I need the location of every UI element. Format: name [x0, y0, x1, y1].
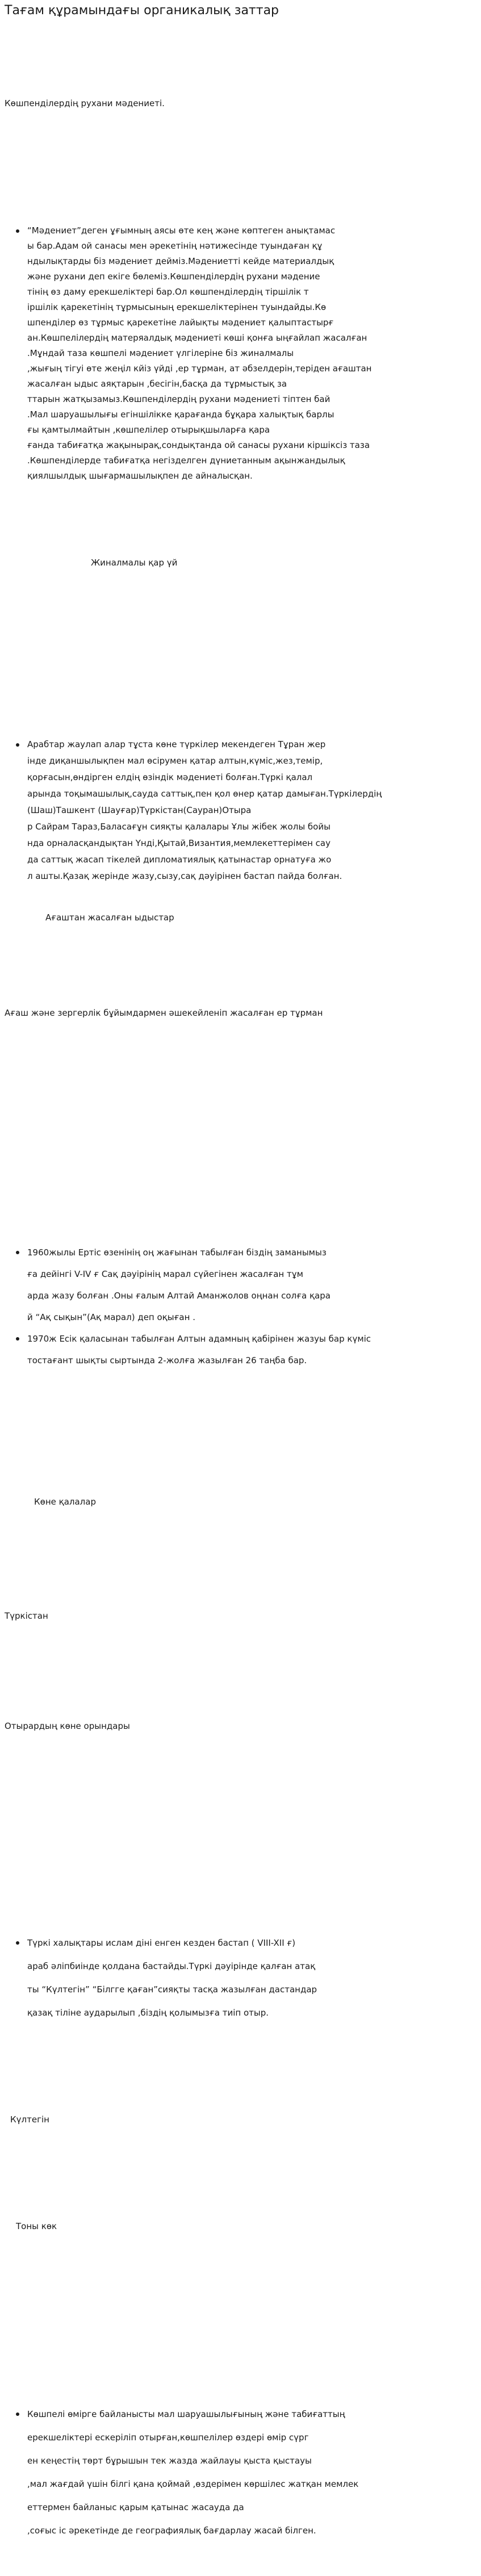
list-item-line: інде диқаншылықпен мал өсірумен қатар алтын,күміс,жез,темір,: [27, 756, 323, 766]
list-item: [0, 736, 382, 885]
list-item-line: 1970ж Есік қаласынан табылған Алтын адамның қабірінен жазуы бар күміс: [27, 1334, 371, 1344]
list-item-line: ы бар.Адам ой санасы мен әрекетінің нәтижесінде туындаған құ: [27, 241, 323, 251]
list-item-line: іршілік қарекетінің тұрмысының ерекшеліктерінен туындайды.Кө: [27, 302, 327, 312]
list-item-line: Түркі халықтары ислам діні енген кезден бастап ( VIII-XII ғ): [27, 1938, 296, 1948]
list-item-line: қиялшылдық шығармашылықпен де айналысқан.: [27, 471, 253, 481]
list-item-line: қорғасын,өндірген елдің өзіндік мәдениеті болған.Түркі қалал: [27, 772, 313, 782]
list-item-line: арында тоқымашылық,сауда саттық,пен қол өнер қатар дамыған.Түркілердің: [27, 789, 382, 799]
section-heading-kultegin: Күлтегін: [10, 2114, 49, 2125]
list-turkic-cities: [0, 736, 382, 885]
list-item-line: .Мұндай таза көшпелі мәдениет үлгілеріне біз жиналмалы: [27, 348, 294, 358]
list-item-line: ,соғыс іс әрекетінде де географиялық бағдарлау жасай білген.: [27, 2525, 316, 2536]
list-item-line: да саттық жасап тікелей дипломатиялық қатынастар орнатуға жо: [27, 855, 332, 865]
list-item-line: еттермен байланыс қарым қатынас жасауда да: [27, 2502, 244, 2512]
list-item-line: қазақ тіліне аударылып ,біздің қолымызға тиіп отыр.: [27, 2008, 269, 2018]
list-item: [0, 223, 371, 484]
section-subheading-otyrar: Отырардың көне орындары: [5, 1721, 130, 1731]
list-item-line: нда орналасқандықтан Үнді,Қытай,Византия,мемлекеттерімен сау: [27, 838, 331, 848]
list-item-line: Көшпелі өмірге байланысты мал шаруашылығының және табиғаттың: [27, 2409, 345, 2419]
list-item-line: шпенділер өз тұрмыс қарекетіне лайықты мәдениет қалыптастырғ: [27, 317, 334, 328]
list-item-line: ғанда табиғатқа жақынырақ,сондықтанда ой санасы рухани кіршіксіз таза: [27, 440, 370, 450]
list-item-line: және рухани деп екіге бөлеміз.Көшпенділердің рухани мәдение: [27, 271, 320, 282]
list-item-line: ен кеңестің төрт бұрышын тек жазда жайлауы қыста қыстауы: [27, 2456, 312, 2466]
list-item-line: л ашты.Қазақ жерінде жазу,сызу,сақ дәуірінен бастап пайда болған.: [27, 871, 342, 881]
list-item-line: ,жығың тігуі өте жеңіл кйіз үйді ,ер тұрман, ат әбзелдерін,теріден ағаштан: [27, 363, 372, 374]
list-item-line: тостағант шықты сыртында 2-жолға жазылған 26 таңба бар.: [27, 1355, 307, 1366]
list-item-line: р Сайрам Тараз,Баласағұн сияқты қалалары Ұлы жібек жолы бойы: [27, 822, 331, 832]
list-turkic-writing: [0, 1932, 317, 2025]
list-item-line: ғы қамтылмайтын ,көшпелілер отырықшыларға қара: [27, 425, 270, 435]
section-heading-ancient-cities: Көне қалалар: [34, 1497, 96, 1507]
list-item-line: араб әліпбиінде қолдана бастайды.Түркі дәуірінде қалған атақ: [27, 1961, 316, 1971]
list-item-line: ерекшеліктері ескеріліп отырған,көшпелілер өздері өмір сүрг: [27, 2432, 309, 2443]
list-item-line: ан.Көшпелілердің матеряалдық мәдениеті көші қонға ыңғайлап жасалған: [27, 333, 367, 343]
list-item: [0, 1242, 371, 1328]
list-item-line: ,мал жағдай үшін білгі қана қоймай ,өздерімен көршілес жатқан мемлек: [27, 2479, 359, 2489]
section-subheading-turkistan: Түркістан: [5, 1611, 48, 1621]
list-item-line: жасалған ыдыс аяқтарын ,бесігін,басқа да тұрмыстық за: [27, 379, 287, 389]
list-item: [0, 1932, 317, 2025]
list-item-line: арда жазу болған .Оны ғалым Алтай Аманжолов оңнан солға қара: [27, 1291, 331, 1301]
list-item-line: “Мәдениет”деген ұғымның аясы өте кең және көптеген анықтамас: [27, 225, 336, 236]
list-item-line: Арабтар жаулап алар тұста көне түркілер мекендеген Тұран жер: [27, 739, 326, 749]
list-inscriptions: [0, 1242, 371, 1371]
list-nomadic-life: [0, 2403, 358, 2543]
page-title: Тағам құрамындағы органикалық заттар: [5, 3, 279, 18]
list-item-line: ттарын жатқызамыз.Көшпенділердің рухани мәдениеті тіптен бай: [27, 394, 331, 404]
list-spiritual-culture: [0, 223, 371, 484]
list-item-line: тінің өз даму ерекшеліктері бар.Ол көшпенділердің тіршілік т: [27, 287, 309, 297]
section-heading-wooden-vessels: Ағаштан жасалған ыдыстар: [45, 912, 174, 923]
list-item: [0, 2403, 358, 2543]
list-item-line: (Шаш)Ташкент (Шауғар)Түркістан(Сауран)Отыра: [27, 805, 252, 815]
list-item-line: ндылықтарды біз мәдениет дейміз.Мәдениетті кейде материалдық: [27, 256, 334, 266]
section-subheading-saddle: Ағаш және зергерлік бұйымдармен әшекейленіп жасалған ер тұрман: [5, 1008, 323, 1018]
list-item-line: ты “Күлтегін” “Білгге қаған”сияқты тасқа жазылған дастандар: [27, 1984, 317, 1995]
section-heading-tony-kok: Тоны көк: [16, 2221, 57, 2231]
list-item-line: .Мал шаруашылығы егіншілікке қарағанда бұқара халықтық барлы: [27, 409, 334, 420]
section-heading-yurt: Жиналмалы қар үй: [91, 558, 178, 568]
list-item-line: й “Ақ сықын”(Ақ марал) деп оқыған .: [27, 1312, 195, 1322]
section-heading-spiritual-culture: Көшпенділердің рухани мәдениеті.: [5, 98, 165, 108]
list-item-line: 1960жылы Ертіс өзенінің оң жағынан табылған біздің заманымыз: [27, 1247, 327, 1258]
list-item: [0, 1328, 371, 1371]
list-item-line: .Көшпенділерде табиғатқа негізделген дүниетанным ақынжандылық: [27, 455, 345, 466]
list-item-line: ға дейінгі V-IV ғ Сақ дәуірінің марал сүйегінен жасалған тұм: [27, 1269, 303, 1279]
